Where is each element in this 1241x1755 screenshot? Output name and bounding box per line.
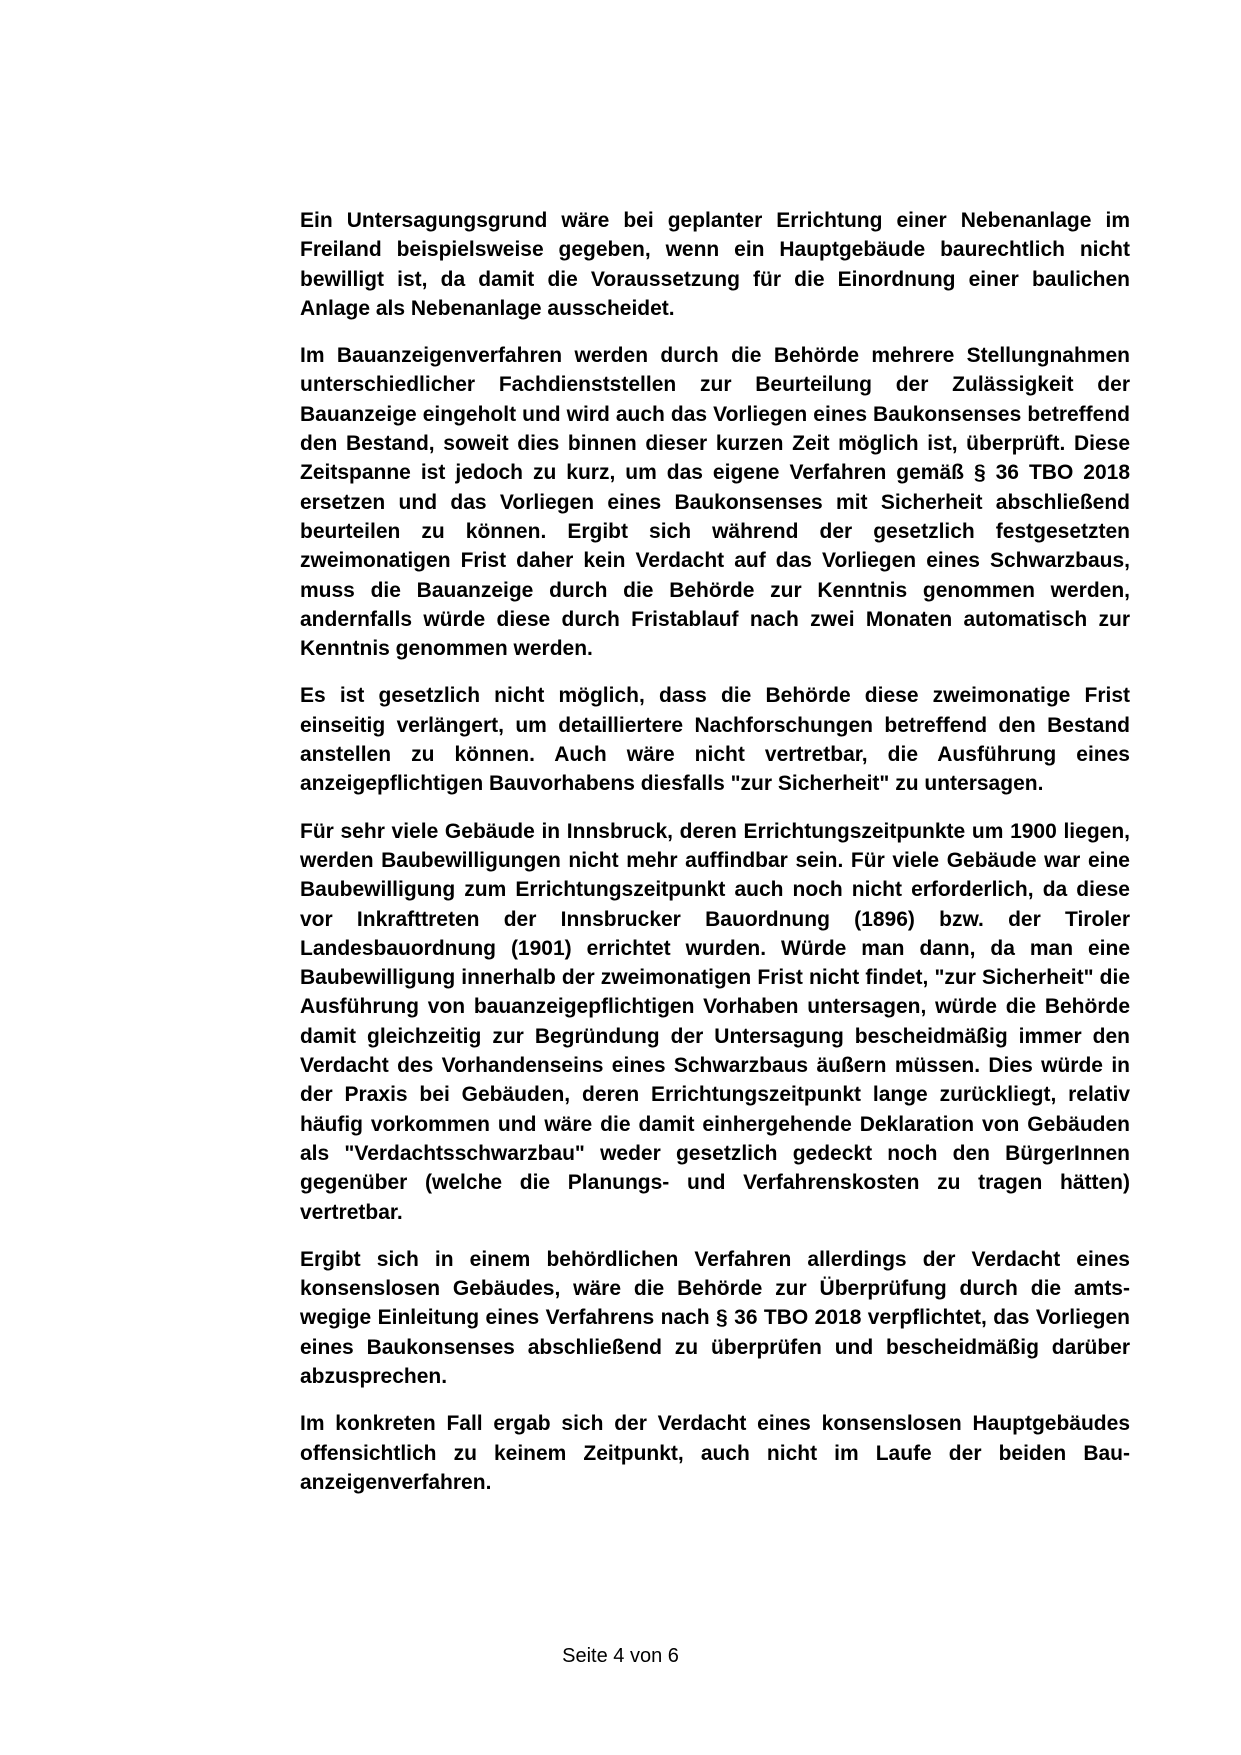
page-number-footer: Seite 4 von 6 [562,1645,679,1667]
paragraph-bauanzeigenverfahren: Im Bauanzeigenverfahren werden durch die Behörde mehrere Stellungnahmen unterschiedlicher Fachdienststellen zur Beurteilung der Zulässigkeit der Bauanzeige eingeholt und wird auch das Vorliegen eines Baukonsenses betreffend den Bestand, soweit dies binnen dieser kurzen Zeit möglich ist, überprüft. Diese Zeitspanne ist jedoch zu kurz, um das eigene Verfahren gemäß § 36 TBO 2018 ersetzen und das Vorliegen eines Baukonsenses mit Sicherheit abschließend beurteilen zu können. Ergibt sich während der gesetzlich festgesetzten zweimonatigen Frist daher kein Verdacht auf das Vorliegen eines Schwarzbaus, muss die Bauanzeige durch die Behörde zur Kenntnis genommen werden, andernfalls würde diese durch Fristablauf nach zwei Monaten automatisch zur Kenntnis genommen werden. [300,344,1130,661]
paragraph-gebaeude-innsbruck: Für sehr viele Gebäude in Innsbruck, deren Errichtungszeitpunkte um 1900 liegen, werden Baubewilligungen nicht mehr auffindbar sein. Für viele Gebäude war eine Baubewilligung zum Errichtungszeitpunkt auch noch nicht erforderlich, da diese vor Inkrafttreten der Innsbrucker Bauordnung (1896) bzw. der Tiroler Landesbauordnung (1901) errichtet wurden. Würde man dann, da man eine Baubewilligung innerhalb der zweimonatigen Frist nicht findet, "zur Sicherheit" die Ausführung von bauanzeigepflichtigen Vorhaben untersagen, würde die Behörde damit gleichzeitig zur Begründung der Untersagung bescheidmäßig immer den Verdacht des Vorhandenseins eines Schwarzbaus äußern müssen. Dies würde in der Praxis bei Gebäuden, deren Errichtungszeitpunkt lange zurückliegt, relativ häufig vorkommen und wäre die damit einhergehende Deklaration von Gebäuden als "Verdachtsschwarzbau" weder gesetzlich gedeckt noch den BürgerInnen gegenüber (welche die Planungs- und Verfahrenskosten zu tragen hätten) vertretbar. [300,819,1130,1224]
document-body [300,206,1130,1515]
paragraph-frist: Es ist gesetzlich nicht möglich, dass die Behörde diese zweimonatige Frist einseitig verlängert, um detailliertere Nachforschungen betreffend den Bestand anstellen zu können. Auch wäre nicht vertretbar, die Ausführung eines anzeigepflichtigen Bauvorhabens diesfalls "zur Sicherheit" zu untersagen. [300,684,1130,796]
paragraph-behoerdliches-verfahren: Ergibt sich in einem behördlichen Verfahren allerdings der Verdacht eines konsenslosen Gebäudes, wäre die Behörde zur Überprüfung durch die amtswegige Einleitung eines Verfahrens nach § 36 TBO 2018 verpflichtet, das Vorliegen eines Baukonsenses abschließend zu überprüfen und bescheidmäßig darüber abzusprechen. [300,1247,1130,1388]
paragraph-konkreter-fall: Im konkreten Fall ergab sich der Verdacht eines konsenslosen Hauptgebäudes offensichtlich zu keinem Zeitpunkt, auch nicht im Laufe der beiden Bauanzeigenverfahren. [300,1412,1130,1494]
paragraph-untersagungsgrund: Ein Untersagungsgrund wäre bei geplanter Errichtung einer Nebenanlage im Freiland beispielsweise gegeben, wenn ein Hauptgebäude baurechtlich nicht bewilligt ist, da damit die Voraussetzung für die Einordnung einer baulichen Anlage als Nebenanlage ausscheidet. [300,209,1130,320]
